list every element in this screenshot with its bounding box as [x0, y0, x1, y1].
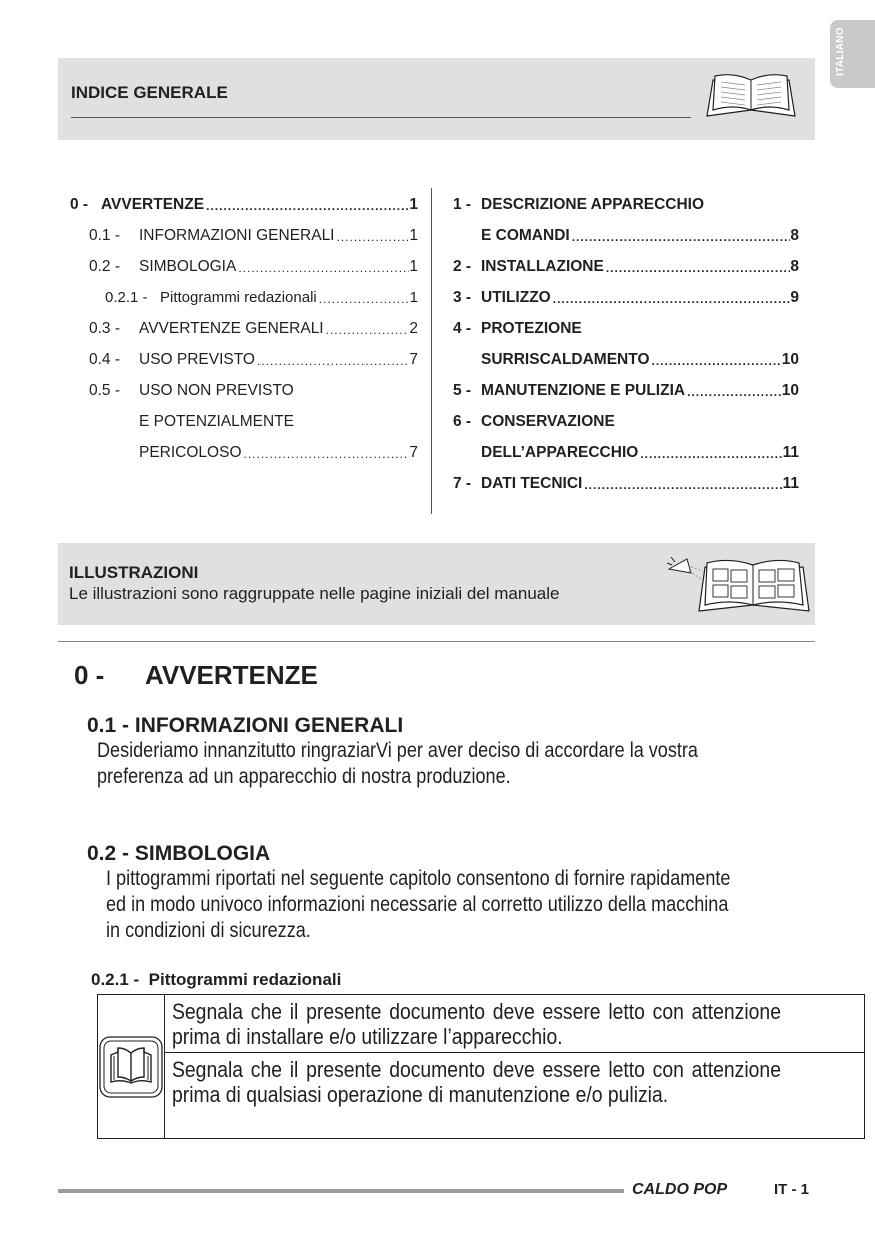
toc-item-0-5[interactable]: 0.5 - USO NON PREVISTO [89, 382, 294, 399]
section-0-2-line-2: ed in modo univoco informazioni necessarie al corretto utilizzo della macchina [106, 893, 729, 916]
section-0-2-title: 0.2 - SIMBOLOGIA [87, 842, 271, 865]
pictogram-row [98, 1053, 865, 1139]
toc-item-0-4[interactable]: 0.4 - USO PREVISTO ..... 7 [70, 344, 418, 375]
toc-item-3[interactable]: 3 - UTILIZZO ..... 9 [453, 282, 799, 313]
language-tab [830, 20, 875, 88]
toc-item-1-line2[interactable]: E COMANDI ..... 8 [453, 220, 799, 251]
illustrations-text: Le illustrazioni sono raggruppate nelle pagine iniziali del manuale [69, 584, 560, 603]
toc-item-0-5-line3[interactable]: PERICOLOSO ..... 7 [70, 437, 418, 468]
footer-product-name: CALDO POP [632, 1181, 728, 1198]
section-0-2-line-3: in condizioni di sicurezza. [106, 919, 311, 942]
toc-column-divider [431, 188, 432, 514]
toc-item-0[interactable]: 0 - AVVERTENZE ..... 1 [70, 189, 418, 220]
toc-item-7[interactable]: 7 - DATI TECNICI ..... 11 [453, 468, 799, 499]
illustrated-book-icon [663, 553, 813, 615]
toc-item-4-line2[interactable]: SURRISCALDAMENTO ..... 10 [453, 344, 799, 375]
section-0-2-line-1: I pittogrammi riportati nel seguente capitolo consentono di fornire rapidamente [106, 867, 731, 890]
section-0-2-body [106, 866, 811, 944]
toc-item-0-3[interactable]: 0.3 - AVVERTENZE GENERALI ..... 2 [70, 313, 418, 344]
section-0-1-title: 0.1 - INFORMAZIONI GENERALI [87, 714, 404, 737]
section-0-1-body [97, 738, 819, 790]
footer-page-number: IT - 1 [774, 1181, 810, 1198]
open-book-icon [703, 70, 799, 120]
toc-item-5[interactable]: 5 - MANUTENZIONE E PULIZIA ..... 10 [453, 375, 799, 406]
pictogram-description-1: Segnala che il presente documento deve essere letto con attenzione prima di installare e/o utilizzare l’apparecchio. [165, 995, 865, 1053]
index-title-rule [71, 117, 691, 118]
pictogram-description-2: Segnala che il presente documento deve essere letto con attenzione prima di qualsiasi operazione di manutenzione e/o pulizia. [165, 1053, 865, 1139]
pictograms-table [97, 994, 865, 1139]
pictogram-icon-cell [98, 995, 165, 1139]
footer-rule [58, 1189, 624, 1193]
toc-item-4[interactable]: 4 - PROTEZIONE [453, 320, 582, 337]
illustrations-box [58, 543, 815, 625]
section-0-number: 0 - [74, 660, 105, 690]
toc-item-6-line2[interactable]: DELL’APPARECCHIO ..... 11 [453, 437, 799, 468]
section-0-2-1-title: 0.2.1 - Pittogrammi redazionali [91, 970, 342, 989]
toc-right-column [453, 189, 799, 499]
section-0-1-line-1: Desideriamo innanzitutto ringraziarVi per aver deciso di accordare la vostra [97, 739, 698, 762]
toc-item-0-2[interactable]: 0.2 - SIMBOLOGIA ..... 1 [70, 251, 418, 282]
section-0-1-line-2: preferenza ad un apparecchio di nostra produzione. [97, 765, 511, 788]
index-header-box [58, 58, 815, 140]
toc-item-0-2-1[interactable]: 0.2.1 - Pittogrammi redazionali ..... 1 [70, 282, 418, 313]
toc-left-column [70, 189, 418, 468]
illustrations-title: ILLUSTRAZIONI [69, 563, 199, 582]
toc-item-2[interactable]: 2 - INSTALLAZIONE ..... 8 [453, 251, 799, 282]
toc-item-1[interactable]: 1 - DESCRIZIONE APPARECCHIO [453, 196, 705, 213]
toc-item-0-1[interactable]: 0.1 - INFORMAZIONI GENERALI ..... 1 [70, 220, 418, 251]
section-separator-rule [58, 641, 815, 642]
language-tab-label: ITALIANO [835, 27, 846, 76]
pictogram-row [98, 995, 865, 1053]
toc-item-0-5-line2[interactable]: E POTENZIALMENTE [139, 413, 295, 430]
section-0-title: AVVERTENZE [145, 660, 318, 690]
read-manual-icon [98, 1035, 164, 1099]
toc-item-6[interactable]: 6 - CONSERVAZIONE [453, 413, 615, 430]
index-title: INDICE GENERALE [71, 83, 228, 102]
